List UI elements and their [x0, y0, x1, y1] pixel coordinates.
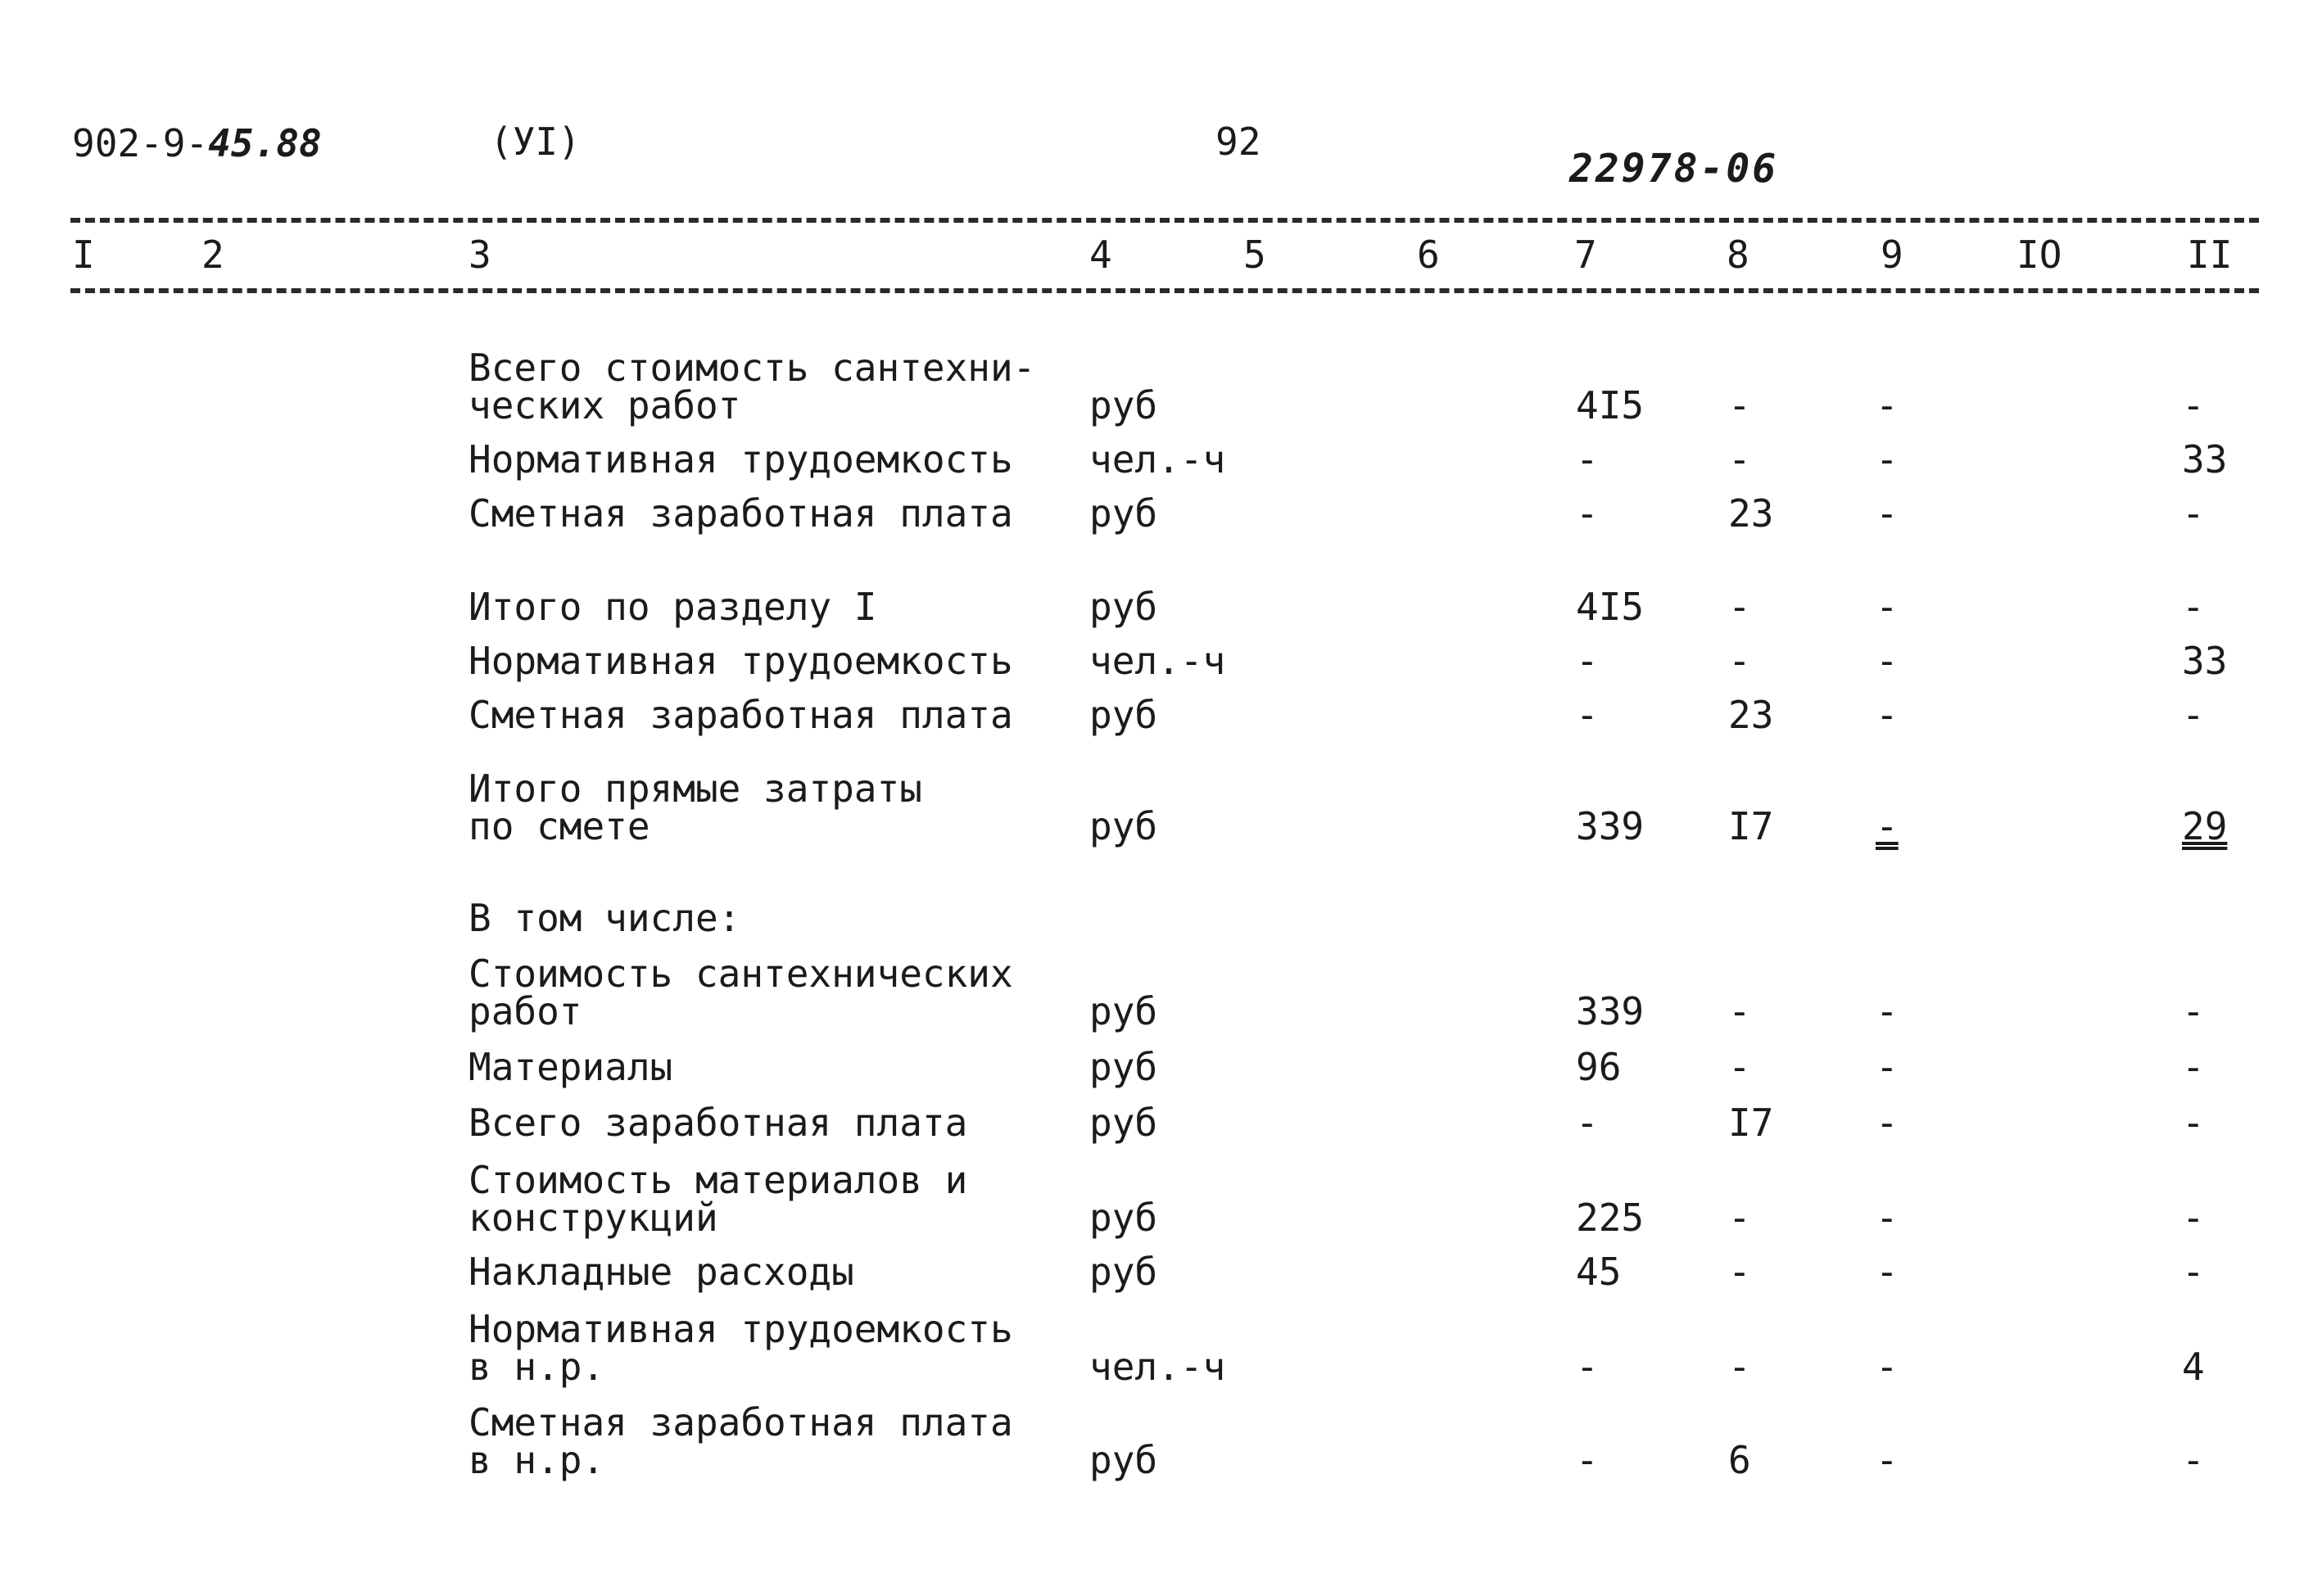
row-description: Стоимость материалов и конструкций: [468, 1158, 968, 1240]
document-code: 22978-06: [1569, 146, 1779, 192]
row-col11: -: [2182, 1438, 2205, 1482]
volume-label: (УI): [490, 120, 581, 164]
row-unit: руб: [1089, 1438, 1158, 1482]
row-col7: 4I5: [1576, 585, 1645, 629]
row-col11: -: [2182, 1101, 2205, 1145]
column-header-2: 2: [201, 233, 224, 277]
row-col9: -: [1876, 989, 1899, 1033]
row-col8: -: [1728, 639, 1751, 683]
column-header-10: IO: [2016, 233, 2062, 277]
column-header-6: 6: [1417, 233, 1440, 277]
row-col11: -: [2182, 1250, 2205, 1294]
row-description: Итого по разделу I: [468, 585, 877, 629]
row-col11: -: [2182, 1045, 2205, 1089]
row-col11: 33: [2182, 437, 2228, 482]
row-col9: -: [1876, 639, 1899, 683]
row-col8: -: [1728, 1196, 1751, 1240]
document-number-suffix: 45.88: [208, 121, 322, 165]
row-col9: -: [1876, 1250, 1899, 1294]
header-rule-top: [70, 218, 2259, 223]
row-col7: -: [1576, 491, 1599, 536]
row-unit: чел.-ч: [1089, 1345, 1226, 1389]
row-col9: -: [1876, 804, 1899, 848]
row-description: Нормативная трудоемкость: [468, 639, 1013, 683]
row-col8: -: [1728, 383, 1751, 427]
row-description: Нормативная трудоемкость в н.р.: [468, 1307, 1013, 1389]
row-col8: I7: [1728, 1101, 1774, 1145]
row-col7: 45: [1576, 1250, 1622, 1294]
row-description: Стоимость сантехнических работ: [468, 952, 1013, 1033]
row-col7: 339: [1576, 989, 1645, 1033]
row-col9: -: [1876, 1438, 1899, 1482]
row-unit: чел.-ч: [1089, 639, 1226, 683]
row-col7: 4I5: [1576, 383, 1645, 427]
header-rule-bottom: [70, 288, 2259, 293]
row-col9: -: [1876, 585, 1899, 629]
row-col9: -: [1876, 437, 1899, 482]
column-header-11: II: [2187, 233, 2233, 277]
column-header-7: 7: [1574, 233, 1597, 277]
row-col11: 29: [2182, 804, 2228, 848]
row-col8: 6: [1728, 1438, 1751, 1482]
row-unit: руб: [1089, 804, 1158, 848]
row-description: Сметная заработная плата: [468, 491, 1013, 536]
row-col9: -: [1876, 1101, 1899, 1145]
row-col9: -: [1876, 383, 1899, 427]
row-description: Итого прямые затраты по смете: [468, 766, 922, 848]
document-number-prefix: 902-9-: [72, 121, 209, 165]
row-col9: -: [1876, 491, 1899, 536]
row-description: Сметная заработная плата: [468, 693, 1013, 737]
row-col8: -: [1728, 585, 1751, 629]
row-col7: 225: [1576, 1196, 1645, 1240]
column-header-5: 5: [1243, 233, 1266, 277]
row-unit: чел.-ч: [1089, 437, 1226, 482]
row-col7: 96: [1576, 1045, 1622, 1089]
row-description: Накладные расходы: [468, 1250, 854, 1294]
row-col7: -: [1576, 693, 1599, 737]
row-description: Материалы: [468, 1045, 673, 1089]
row-col8: -: [1728, 1345, 1751, 1389]
row-col11: -: [2182, 585, 2205, 629]
row-col7: -: [1576, 639, 1599, 683]
row-col11: -: [2182, 491, 2205, 536]
row-col7: -: [1576, 1345, 1599, 1389]
row-unit: руб: [1089, 693, 1158, 737]
document-number: [72, 121, 322, 165]
row-description: Нормативная трудоемкость: [468, 437, 1013, 482]
row-unit: руб: [1089, 1196, 1158, 1240]
row-col11: -: [2182, 383, 2205, 427]
row-unit: руб: [1089, 1250, 1158, 1294]
row-unit: руб: [1089, 383, 1158, 427]
row-col11: 33: [2182, 639, 2228, 683]
row-col11: 4: [2182, 1345, 2205, 1389]
page-number: 92: [1215, 120, 1261, 164]
row-col9: -: [1876, 693, 1899, 737]
row-col8: I7: [1728, 804, 1774, 848]
column-header-9: 9: [1881, 233, 1903, 277]
row-description: Сметная заработная плата в н.р.: [468, 1400, 1013, 1482]
column-header-4: 4: [1089, 233, 1112, 277]
row-col9: -: [1876, 1345, 1899, 1389]
column-header-3: 3: [468, 233, 491, 277]
column-header-1: I: [72, 233, 95, 277]
row-unit: руб: [1089, 1101, 1158, 1145]
row-col9: -: [1876, 1045, 1899, 1089]
row-unit: руб: [1089, 989, 1158, 1033]
row-col11: -: [2182, 1196, 2205, 1240]
row-col7: -: [1576, 1101, 1599, 1145]
row-col11: -: [2182, 989, 2205, 1033]
row-unit: руб: [1089, 585, 1158, 629]
row-description: Всего заработная плата: [468, 1101, 968, 1145]
row-col11: -: [2182, 693, 2205, 737]
row-description: Всего стоимость сантехни- ческих работ: [468, 346, 1036, 427]
row-unit: руб: [1089, 491, 1158, 536]
row-col7: 339: [1576, 804, 1645, 848]
column-header-8: 8: [1727, 233, 1749, 277]
row-col7: -: [1576, 1438, 1599, 1482]
row-col8: 23: [1728, 693, 1774, 737]
row-col8: -: [1728, 989, 1751, 1033]
row-col7: -: [1576, 437, 1599, 482]
row-col9: -: [1876, 1196, 1899, 1240]
row-col8: 23: [1728, 491, 1774, 536]
row-description: В том числе:: [468, 896, 741, 940]
row-col8: -: [1728, 1250, 1751, 1294]
row-col8: -: [1728, 437, 1751, 482]
row-unit: руб: [1089, 1045, 1158, 1089]
row-col8: -: [1728, 1045, 1751, 1089]
